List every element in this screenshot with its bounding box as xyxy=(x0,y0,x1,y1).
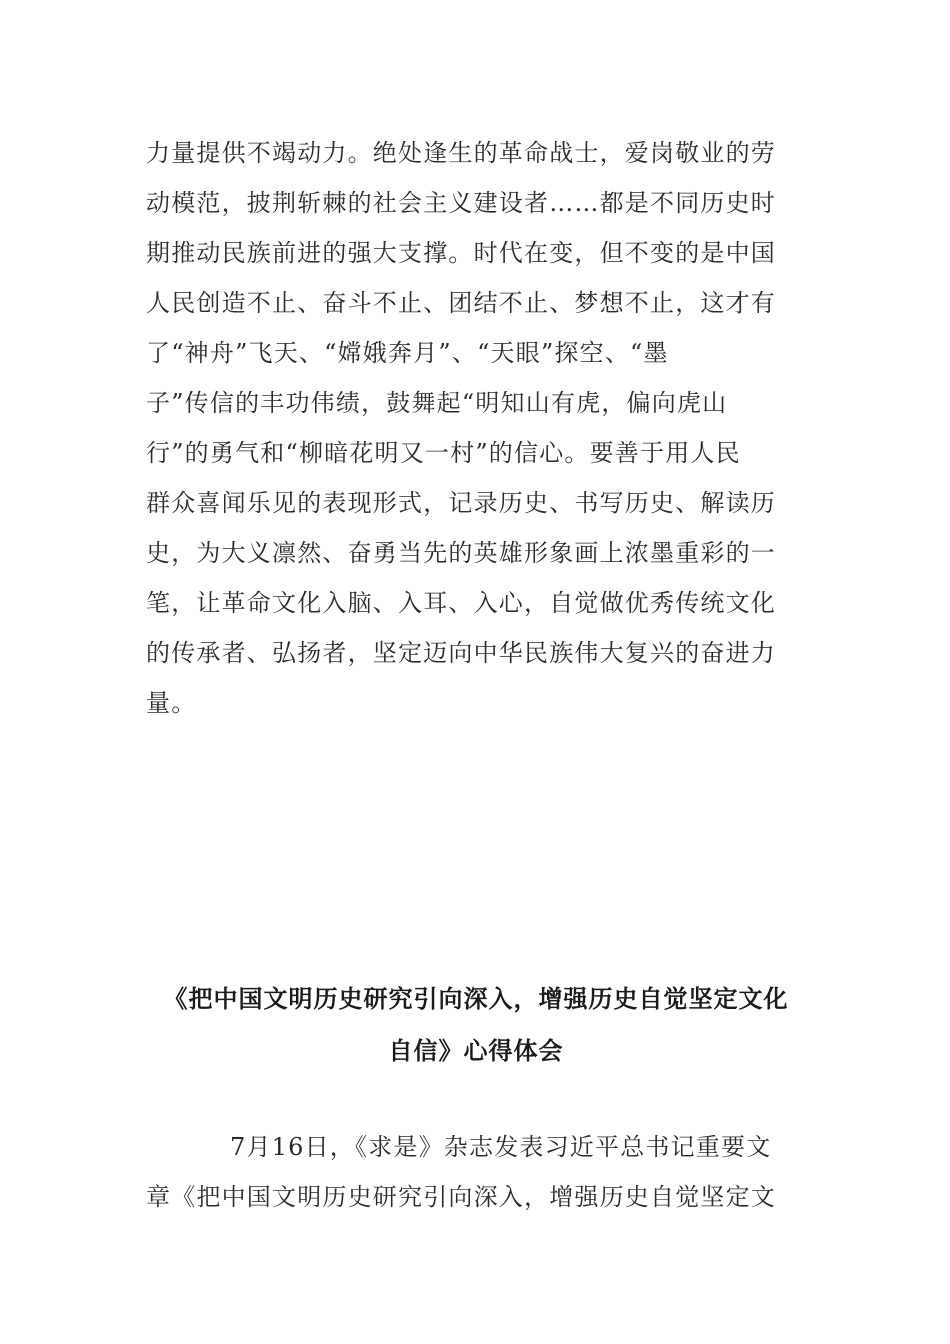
text-line: 章《把中国文明历史研究引向深入，增强历史自觉坚定文 xyxy=(146,1183,776,1211)
text-line: 动模范，披荆斩棘的社会主义建设者……都是不同历史时 xyxy=(146,189,776,217)
text-line: 的传承者、弘扬者，坚定迈向中华民族伟大复兴的奋进力 xyxy=(146,639,776,667)
title-line: 《把中国文明历史研究引向深入，增强历史自觉坚定文化 xyxy=(163,985,789,1013)
section-title xyxy=(146,973,806,1077)
text-line: 人民创造不止、奋斗不止、团结不止、梦想不止，这才有 xyxy=(146,289,776,317)
text-line: 7月16日，《求是》杂志发表习近平总书记重要文 xyxy=(230,1133,772,1161)
text-line: 期推动民族前进的强大支撑。时代在变，但不变的是中国 xyxy=(146,239,776,267)
body-paragraph-1 xyxy=(146,128,806,728)
title-line: 自信》心得体会 xyxy=(388,1037,564,1065)
text-line: 行”的勇气和“柳暗花明又一村”的信心。要善于用人民 xyxy=(146,439,741,467)
text-line: 量。 xyxy=(146,689,197,717)
text-line: 了“神舟”飞天、“嫦娥奔月”、“天眼”探空、“墨 xyxy=(146,339,669,367)
text-line: 力量提供不竭动力。绝处逢生的革命战士，爱岗敬业的劳 xyxy=(146,139,776,167)
text-line: 史，为大义凛然、奋勇当先的英雄形象画上浓墨重彩的一 xyxy=(146,539,776,567)
text-line: 子”传信的丰功伟绩，鼓舞起“明知山有虎，偏向虎山 xyxy=(146,389,728,417)
text-line: 笔，让革命文化入脑、入耳、入心，自觉做优秀传统文化 xyxy=(146,589,776,617)
body-paragraph-2 xyxy=(146,1122,806,1222)
text-line: 群众喜闻乐见的表现形式，记录历史、书写历史、解读历 xyxy=(146,489,776,517)
